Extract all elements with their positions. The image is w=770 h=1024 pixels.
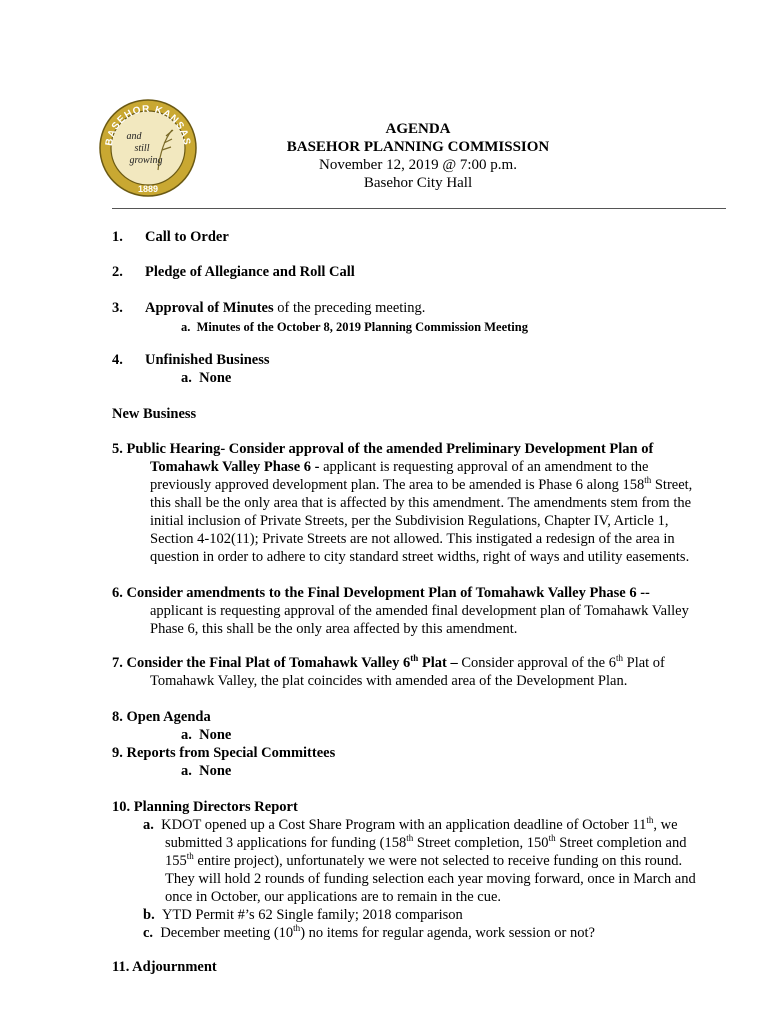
agenda-item-7: 7. Consider the Final Plat of Tomahawk Valley 6th Plat – Consider approval of the 6th Plat of Tomahawk Valley, the plat coincides with amended area of the Development Plan. (112, 653, 665, 689)
agenda-item-2: 2. Pledge of Allegiance and Roll Call (112, 264, 355, 280)
item-9-title: Reports from Special Committees (126, 745, 336, 761)
item-4-title: Unfinished Business (145, 352, 270, 368)
item-1-title: Call to Order (145, 229, 229, 245)
item-10-sub-b: b. YTD Permit #’s 62 Single family; 2018 comparison (143, 907, 463, 923)
seal-arc-text: BASEHOR KANSAS (103, 103, 193, 147)
agenda-item-3: 3. Approval of Minutes of the preceding meeting. (112, 300, 426, 316)
agenda-item-6: 6. Consider amendments to the Final Development Plan of Tomahawk Valley Phase 6 -- applicant is requesting approval of the amended final development plan of Tomahawk Valley Phase 6, this shall be the only area affected by this amendment. (112, 585, 689, 637)
agenda-title: AGENDA (385, 121, 451, 137)
item-3-title: Approval of Minutes (145, 300, 274, 316)
item-10-sub-c: c. December meeting (10th) no items for regular agenda, work session or not? (143, 923, 595, 941)
meeting-datetime: November 12, 2019 @ 7:00 p.m. (319, 157, 517, 173)
item-4-sub-a: a. None (181, 370, 232, 386)
item-11-title: Adjournment (132, 959, 217, 975)
agenda-item-5: 5. Public Hearing- Consider approval of the amended Preliminary Development Plan of Tomahawk Valley Phase 6 - applicant is requesting approval of an amendment to the previously approved development plan. The area to be amended is Phase 6 along 158th Street, this shall be the only area that is affected by this amendment. The amendments stem from the initial inclusion of Private Streets, per the Subdivision Regulations, Chapter IV, Article 1, Section 4-102(11); Private Streets are not allowed. This instigated a redesign of the area in question in order to adhere to city standard street widths, right of ways and utility easements. (112, 441, 693, 565)
seal-line3: growing (129, 155, 163, 166)
agenda-item-9: 9. Reports from Special Committees (112, 745, 336, 761)
item-2-title: Pledge of Allegiance and Roll Call (145, 264, 355, 280)
header-divider (112, 208, 726, 209)
seal-line2: still (134, 143, 150, 154)
item-3-sub-a: a. Minutes of the October 8, 2019 Planning Commission Meeting (181, 320, 528, 334)
new-business-heading: New Business (112, 406, 197, 422)
city-seal-logo (98, 98, 198, 198)
meeting-location: Basehor City Hall (363, 175, 473, 191)
agenda-item-8: 8. Open Agenda (112, 709, 211, 725)
item-9-sub-a: a. None (181, 763, 232, 779)
item-8-sub-a: a. None (181, 727, 232, 743)
item-10-title: Planning Directors Report (133, 799, 298, 815)
item-8-title: Open Agenda (126, 709, 211, 725)
org-name: BASEHOR PLANNING COMMISSION (286, 139, 550, 155)
seal-line1: and (126, 131, 142, 142)
item-3-rest: of the preceding meeting. (273, 300, 426, 316)
seal-year: 1889 (137, 184, 159, 194)
item-10-sub-a: a. KDOT opened up a Cost Share Program with an application deadline of October 11th, we submitted 3 applications for funding (158th Street completion, 150th Street completion and 155th entire project), unfortunately we were not selected to receive funding on this round. They will hold 2 rounds of funding selection each year moving forward, once in March and once in October, our applications are to remain in the cue. (143, 815, 696, 905)
agenda-item-10: 10. Planning Directors Report (112, 799, 298, 815)
agenda-item-4: 4. Unfinished Business (112, 352, 270, 368)
agenda-item-1: 1. Call to Order (112, 229, 229, 245)
agenda-item-11: 11. Adjournment (112, 959, 217, 975)
